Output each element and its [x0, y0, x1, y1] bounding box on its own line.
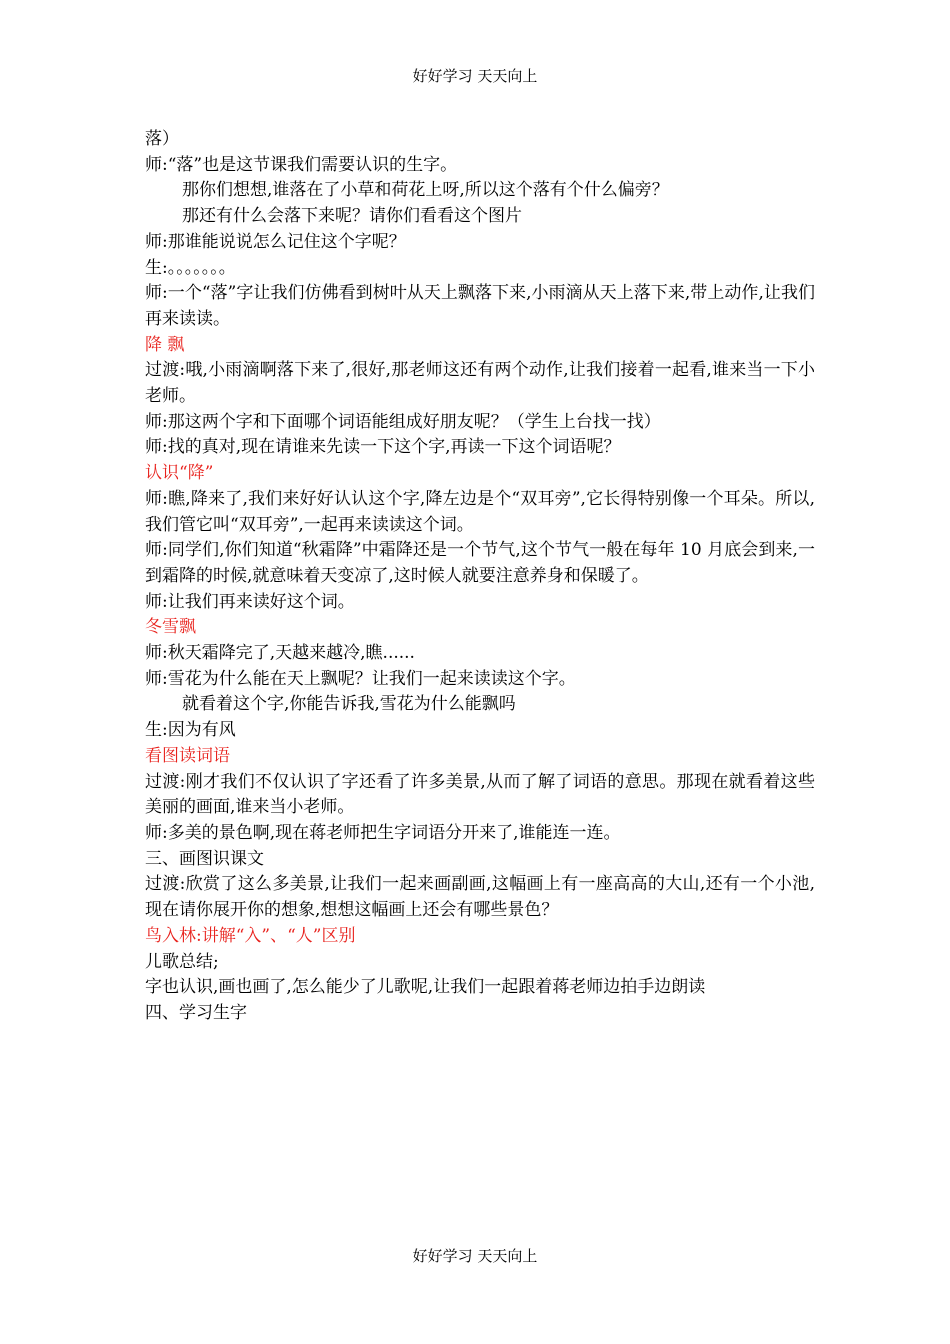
paragraph: 师:找的真对,现在请谁来先读一下这个字,再读一下这个词语呢？: [145, 437, 621, 458]
section-title: 四、学习生字: [145, 1002, 247, 1023]
paragraph: 师:瞧,降来了,我们来好好认认这个字,降左边是个“双耳旁”,它长得特别像一个耳朵。所以,我们管它叫“双耳旁”,一起再来读读这个词。: [145, 488, 815, 535]
paragraph: 过渡:刚才我们不仅认识了字还看了许多美景,从而了解了词语的意思。那现在就看着这些美丽的画面,谁来当小老师。: [145, 771, 815, 818]
page-header: 好好学习 天天向上: [412, 67, 538, 85]
paragraph: 就看着这个字,你能告诉我,雪花为什么能飘吗: [182, 694, 516, 715]
paragraph: 那你们想想,谁落在了小草和荷花上呀,所以这个落有个什么偏旁？: [182, 180, 669, 201]
paragraph: 过渡:欣赏了这么多美景,让我们一起来画副画,这幅画上有一座高高的大山,还有一个小池,现在请你展开你的想象,想想这幅画上还会有哪些景色？: [145, 874, 815, 921]
section-title: 三、画图识课文: [145, 848, 264, 869]
paragraph: 师:秋天霜降完了,天越来越冷,瞧......: [145, 643, 415, 664]
paragraph: 生:。。。。。。。: [145, 257, 236, 278]
section-heading: 冬雪飘: [145, 617, 196, 638]
document-body: [145, 127, 815, 1027]
paragraph: 儿歌总结;: [145, 951, 219, 972]
paragraph: 那还有什么会落下来呢？请你们看看这个图片: [182, 206, 522, 227]
section-heading: 鸟入林:讲解“入”、“人”区别: [145, 925, 356, 946]
section-heading: 降 飘: [145, 334, 185, 355]
paragraph: 师:雪花为什么能在天上飘呢？让我们一起来读读这个字。: [145, 668, 576, 689]
paragraph: 师:那这两个字和下面哪个词语能组成好朋友呢？（学生上台找一找）: [145, 411, 661, 432]
paragraph: 师:同学们,你们知道“秋霜降”中霜降还是一个节气,这个节气一般在每年 10 月底会到来,一到霜降的时候,就意味着天变凉了,这时候人就要注意养身和保暖了。: [145, 540, 815, 586]
paragraph: 过渡:哦,小雨滴啊落下来了,很好,那老师这还有两个动作,让我们接着一起看,谁来当一下小老师。: [145, 360, 815, 407]
section-heading: 认识“降”: [145, 463, 214, 484]
paragraph: 字也认识,画也画了,怎么能少了儿歌呢,让我们一起跟着蒋老师边拍手边朗读: [145, 977, 706, 998]
paragraph: 师:多美的景色啊,现在蒋老师把生字词语分开来了,谁能连一连。: [145, 822, 621, 843]
section-heading: 看图读词语: [145, 745, 230, 766]
paragraph: 师:那谁能说说怎么记住这个字呢？: [145, 231, 406, 252]
paragraph: 生:因为有风: [145, 720, 236, 741]
paragraph: 师:让我们再来读好这个词。: [145, 591, 355, 612]
paragraph: 师:一个“落”字让我们仿佛看到树叶从天上飘落下来,小雨滴从天上落下来,带上动作,让我们再来读读。: [145, 283, 815, 329]
paragraph: 落）: [145, 129, 179, 149]
page-footer: 好好学习 天天向上: [412, 1247, 538, 1265]
paragraph: 师:“落”也是这节课我们需要认识的生字。: [145, 154, 458, 175]
